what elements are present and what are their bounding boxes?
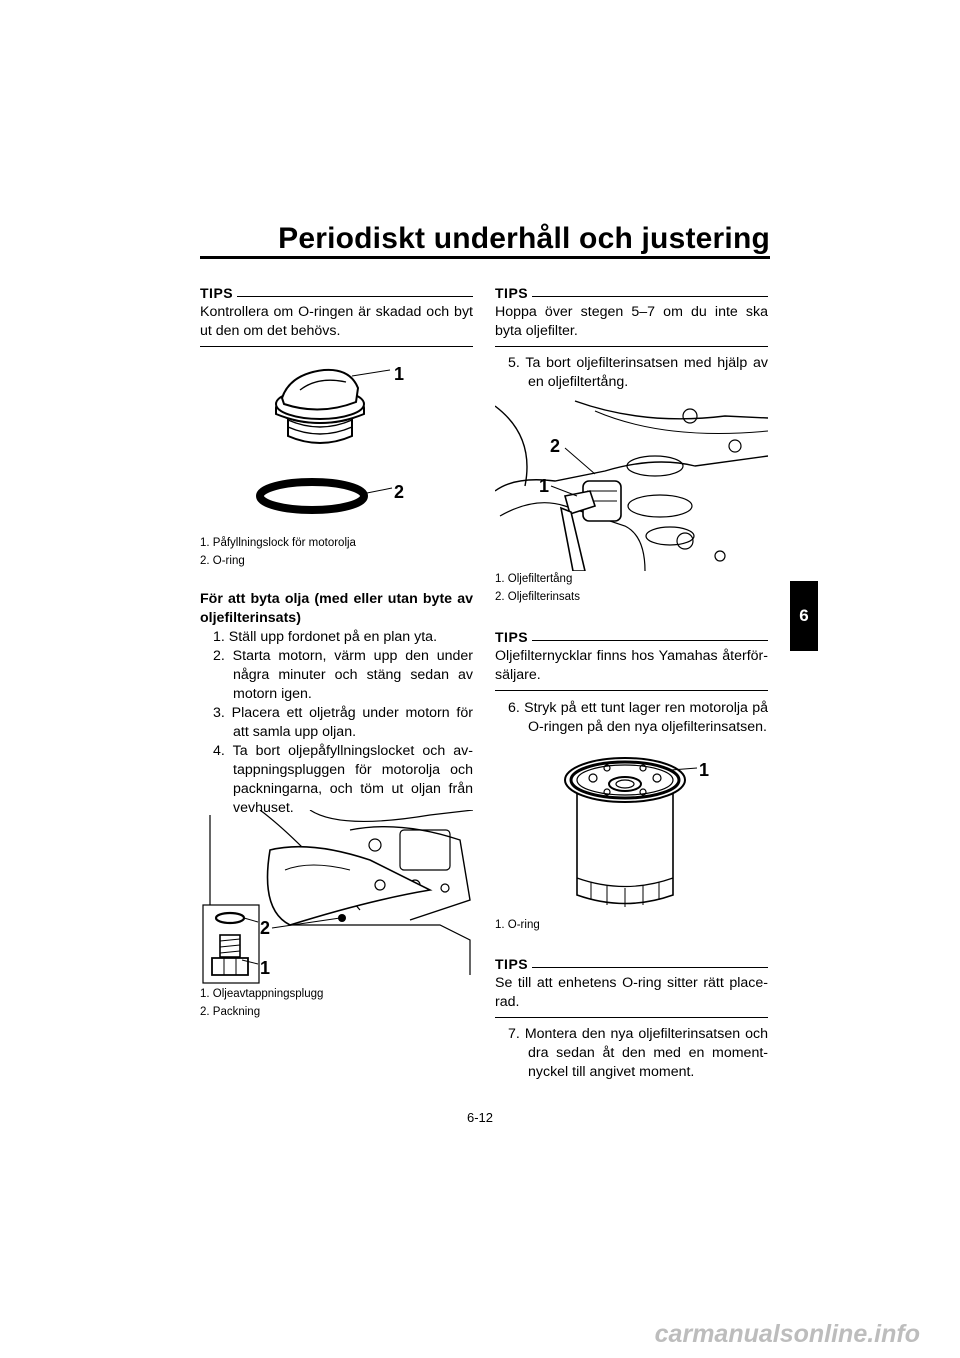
tips-text: Hoppa över stegen 5–7 om du inte ska byta oljefilter.	[495, 304, 768, 339]
tips-label: TIPS	[495, 628, 529, 645]
tips-box-2	[495, 284, 768, 341]
title-rule	[200, 256, 770, 259]
step-6: 6. Stryk på ett tunt lager ren motorolja på O-ringen på den nya oljefilterinsatsen.	[508, 700, 768, 735]
tips-label: TIPS	[495, 955, 529, 972]
callout-2: 2	[260, 918, 271, 938]
tips-end-rule	[495, 346, 768, 347]
drain-plug-figure	[200, 810, 473, 985]
oil-change-section	[200, 590, 473, 818]
step-2: 2. Starta motorn, värm upp den under några minuter och stäng sedan av motorn igen.	[213, 648, 473, 702]
step-4: 4. Ta bort oljepåfyllningslocket och av-tappningspluggen för motorolja och packningarna, och töm ut oljan från vevhuset.	[213, 743, 473, 816]
page-number: 6-12	[466, 1110, 494, 1125]
caption-item: 2. O-ring	[200, 555, 245, 567]
callout-2: 2	[394, 482, 405, 502]
page-title: Periodiskt underhåll och justering	[278, 222, 770, 255]
step-5-block	[495, 354, 768, 392]
tips-box-1	[200, 284, 473, 341]
caption-item: 1. O-ring	[495, 919, 540, 931]
caption-item: 1. Oljeavtappningsplugg	[200, 988, 324, 1000]
oil-filter-cartridge-figure	[495, 750, 768, 915]
step-3: 3. Placera ett oljetråg under motorn för att samla upp oljan.	[213, 705, 473, 740]
tips-end-rule	[495, 1017, 768, 1018]
fig1-captions	[200, 534, 473, 570]
caption-item: 1. Påfyllningslock för motorolja	[200, 537, 356, 549]
fig4-captions	[495, 916, 768, 934]
tips-box-3	[495, 628, 768, 685]
fig2-captions	[200, 985, 473, 1021]
fig3-captions	[495, 570, 768, 606]
tips-label: TIPS	[200, 284, 234, 301]
oil-filler-cap-figure	[200, 358, 473, 533]
tips-text: Kontrollera om O-ringen är skadad och byt ut den om det behövs.	[200, 304, 473, 339]
section-heading: För att byta olja (med eller utan byte av oljefilterinsats)	[200, 591, 473, 626]
callout-2: 2	[550, 436, 561, 456]
watermark: carmanualsonline.info	[654, 1320, 920, 1348]
tips-text: Oljefilternycklar finns hos Yamahas återför-säljare.	[495, 648, 768, 683]
callout-1: 1	[394, 364, 405, 384]
tips-end-rule	[495, 690, 768, 691]
caption-item: 2. Oljefilterinsats	[495, 591, 581, 603]
callout-1: 1	[699, 760, 710, 780]
caption-item: 2. Packning	[200, 1006, 261, 1018]
callout-1: 1	[260, 958, 271, 978]
caption-item: 1. Oljefiltertång	[495, 573, 573, 585]
step-7-block	[495, 1025, 768, 1082]
step-1: 1. Ställ upp fordonet på en plan yta.	[213, 629, 438, 645]
chapter-tab: 6	[790, 581, 818, 651]
step-5: 5. Ta bort oljefilterinsatsen med hjälp av en oljefiltertång.	[508, 355, 768, 390]
tips-label: TIPS	[495, 284, 529, 301]
step-7: 7. Montera den nya oljefilterinsatsen och dra sedan åt den med en moment-nyckel till angivet moment.	[508, 1026, 768, 1080]
tips-end-rule	[200, 346, 473, 347]
tips-text: Se till att enhetens O-ring sitter rätt place-rad.	[495, 975, 768, 1010]
tips-box-4	[495, 955, 768, 1012]
oil-filter-wrench-figure	[495, 396, 768, 571]
step-6-block	[495, 699, 768, 737]
callout-1: 1	[539, 476, 550, 496]
